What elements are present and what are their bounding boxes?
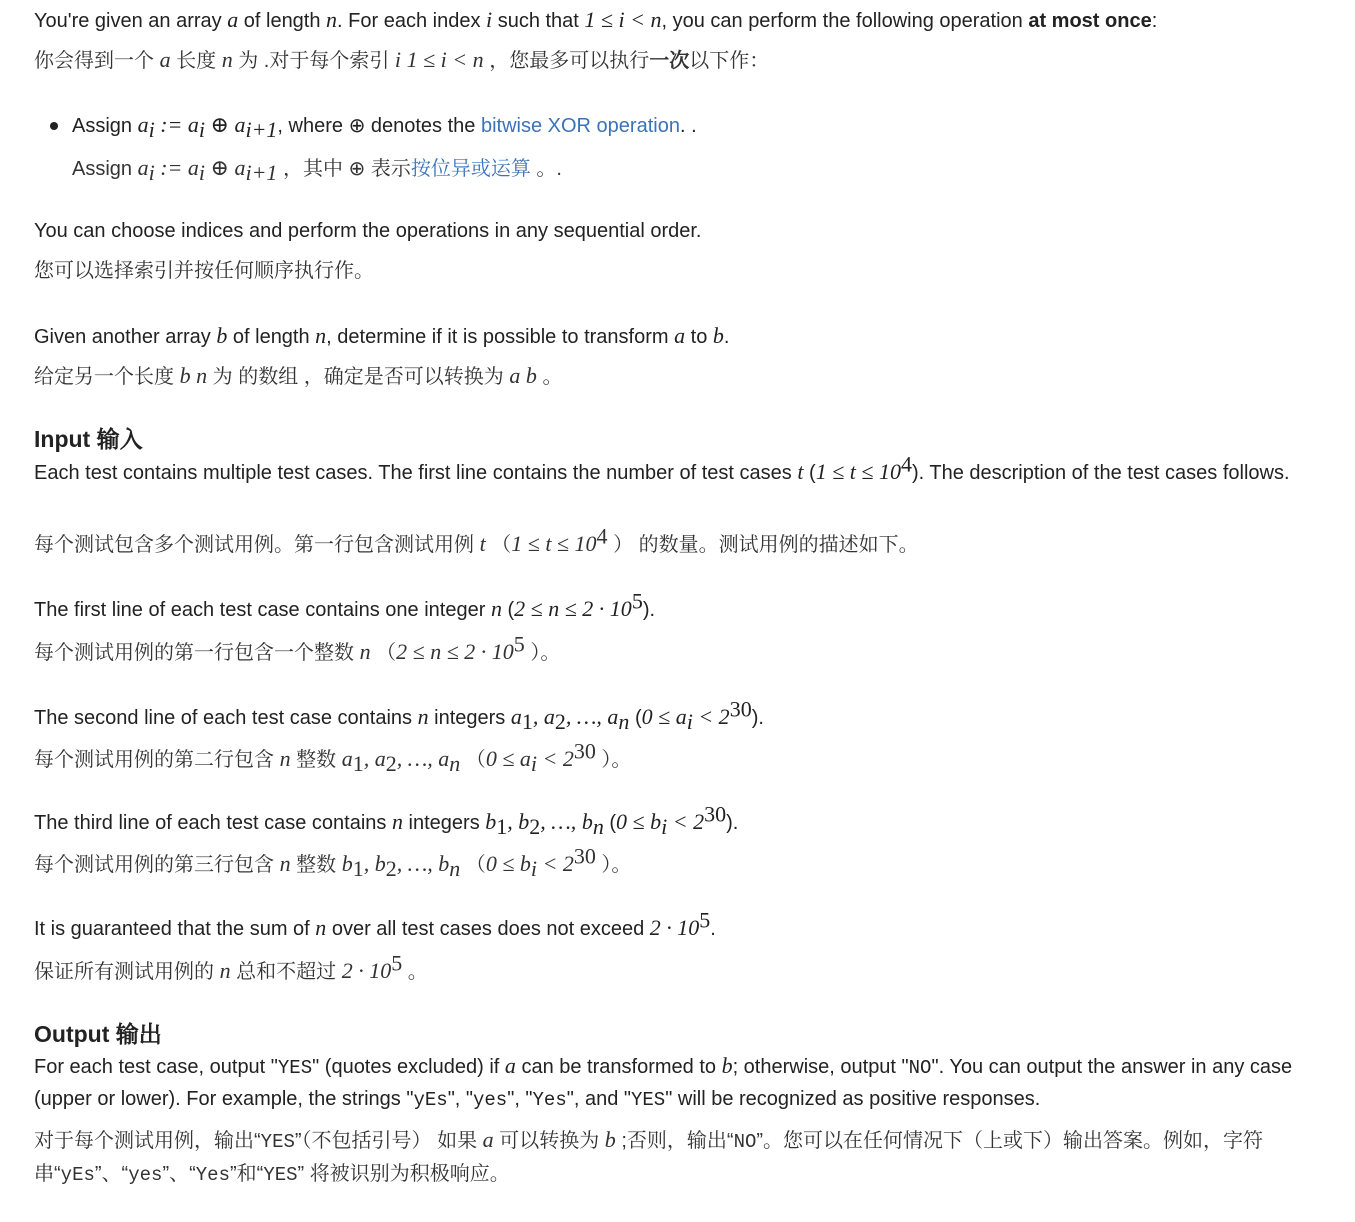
output-zh: 对于每个测试用例，输出“YES”（不包括引号） 如果 a 可以转换为 b ;否则，输出“NO”。您可以在任何情况下（上或下）输出答案。例如，字符串“yEs”、“yes”、“Yes”和“YES” 将被识别为积极响应。 xyxy=(34,1127,1264,1186)
input-p3-en: The second line of each test case contains n integers $a_1$, $a_2$, …, $a_n$ $(0 \le a_i < 2^{30})$. xyxy=(34,696,764,734)
xor-link-zh[interactable]: 按位异或运算 xyxy=(410,158,531,180)
intro-en: You're given an array a of length n. For each index i such that 1 ≤ i < n, you can perform the following operation at most once: xyxy=(34,7,1158,32)
input-heading: Input 输入 xyxy=(34,426,143,452)
xor-link[interactable]: bitwise XOR operation xyxy=(480,115,680,137)
input-p1-zh: 每个测试包含多个测试用例。第一行包含测试用例 t （$1 \le t \le 10^4$ ） 的数量。测试用例的描述如下。 xyxy=(34,523,919,556)
order-zh: 您可以选择索引并按任何顺序执行作。 xyxy=(34,260,374,282)
input-p2-en: The first line of each test case contains one integer n $(2 \le n \le 2 \cdot 10^5)$. xyxy=(34,588,656,621)
input-p1-en: Each test contains multiple test cases. The first line contains the number of test cases t $(1 \le t \le 10^4)$. The description of the test cases follows. xyxy=(34,451,1290,484)
bullet-zh: Assign $a_i$ := $a_i$ ⊕ $a_{i+1}$ ，其中 ⊕ 表示按位异或运算 。. xyxy=(72,155,562,185)
input-p5-en: It is guaranteed that the sum of n over all test cases does not exceed $2 \cdot 10^5$. xyxy=(34,907,716,940)
output-heading: Output 输出 xyxy=(34,1021,162,1047)
given-en: Given another array b of length n, determine if it is possible to transform a to b. xyxy=(34,323,730,348)
order-en: You can choose indices and perform the operations in any sequential order. xyxy=(34,220,702,242)
input-p3-zh: 每个测试用例的第二行包含 n 整数 $a_1$, $a_2$, …, $a_n$ （$0 \le a_i < 2^{30}$ ）。 xyxy=(34,738,632,776)
input-p2-zh: 每个测试用例的第一行包含一个整数 n （$2 \le n \le 2 \cdot 10^5$ ）。 xyxy=(34,631,561,664)
intro-zh: 你会得到一个 a 长度 n 为 .对于每个索引 i 1 ≤ i < n ，您最多可以执行一次以下作： xyxy=(34,47,770,72)
output-en: For each test case, output "YES" (quotes excluded) if a can be transformed to b; otherwise, output "NO". You can output the answer in any case (upper or lower). For example, the strings "yEs", "yes", "Yes", and "YES" will be recognized as positive responses. xyxy=(34,1053,1293,1111)
input-p4-en: The third line of each test case contains n integers $b_1$, $b_2$, …, $b_n$ $(0 \le b_i < 2^{30})$. xyxy=(34,801,739,839)
bullet-en: Assign $a_i$ := $a_i$ ⊕ $a_{i+1}$, where ⊕ denotes the bitwise XOR operation. . xyxy=(72,112,697,142)
input-p4-zh: 每个测试用例的第三行包含 n 整数 $b_1$, $b_2$, …, $b_n$ （$0 \le b_i < 2^{30}$ ）。 xyxy=(34,843,632,881)
input-p5-zh: 保证所有测试用例的 n 总和不超过 $2 \cdot 10^5$ 。 xyxy=(34,950,428,983)
bullet-dot xyxy=(50,122,58,130)
given-zh: 给定另一个长度 b n 为 的数组 ，确定是否可以转换为 a b 。 xyxy=(34,363,563,388)
